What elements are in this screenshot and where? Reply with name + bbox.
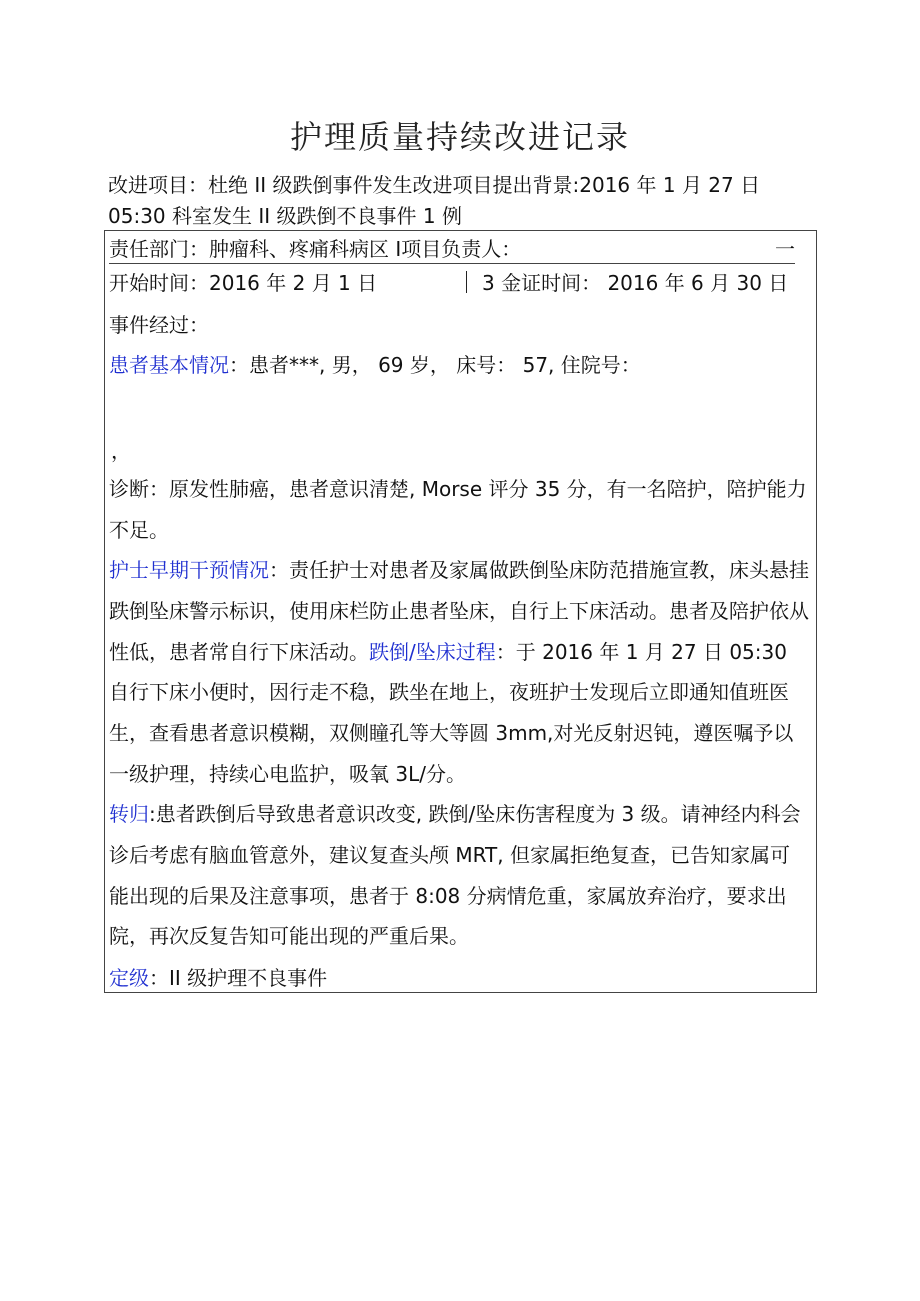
stray-comma: ，	[111, 439, 131, 463]
dept-line: 责任部门：肿瘤科、疼痛科病区 I项目负责人：	[109, 237, 522, 261]
patient-info	[109, 351, 641, 379]
outcome	[109, 794, 809, 957]
time-row	[109, 269, 795, 297]
nurse-text: ：责任护士对患者及家属做跌倒坠床防范措施宣教，床头悬挂跌倒坠床警示标识，使用床栏防止患者坠床，自行上下床活动。患者及陪护依从性低，患者常自行下床活动。	[109, 558, 809, 664]
dept-row	[109, 235, 795, 264]
diagnosis: 诊断：原发性肺癌，患者意识清楚, Morse 评分 35 分，有一名陪护，陪护能力不足。	[109, 477, 807, 542]
nurse-intervention	[109, 550, 809, 795]
patient-label: 患者基本情况	[109, 353, 229, 377]
grade-text: ：II 级护理不良事件	[149, 966, 328, 990]
verify-time: 3 金证时间： 2016 年 6 月 30 日	[482, 271, 789, 295]
start-time: 开始时间：2016 年 2 月 1 日	[109, 271, 378, 295]
event-heading: 事件经过：	[109, 313, 209, 337]
fall-label: 跌倒/坠床过程	[369, 639, 496, 664]
record-table	[104, 230, 817, 993]
cell-divider	[466, 271, 467, 293]
grade	[109, 958, 809, 999]
fall-text: ：于 2016 年 1 月 27 日 05:30 自行下床小便时，因行走不稳，跌坐在地上，夜班护士发现后立即通知值班医生，查看患者意识模糊，双侧瞳孔等大等圆 3mm,对光反射迟钝，遵医嘱予以一级护理，持续心电监护，吸氧 3L/分。	[109, 639, 794, 786]
transfer-label: 转归	[109, 802, 149, 826]
grade-label: 定级	[109, 966, 149, 990]
nurse-label: 护士早期干预情况	[109, 558, 269, 582]
dept-dash: 一	[775, 237, 795, 261]
improvement-project-intro: 改进项目：杜绝 II 级跌倒事件发生改进项目提出背景:2016 年 1 月 27 日 05:30 科室发生 II 级跌倒不良事件 1 例	[108, 173, 761, 228]
transfer-text: :患者跌倒后导致患者意识改变, 跌倒/坠床伤害程度为 3 级。请神经内科会诊后考虑有脑血管意外，建议复查头颅 MRT, 但家属拒绝复查，已告知家属可能出现的后果及注意事项，患者于 8:08 分病情危重，家属放弃治疗，要求出院，再次反复告知可能出现的严重后果。	[109, 802, 801, 949]
patient-text: ：患者***, 男， 69 岁， 床号： 57, 住院号：	[229, 353, 641, 377]
page-title: 护理质量持续改进记录	[289, 118, 630, 156]
